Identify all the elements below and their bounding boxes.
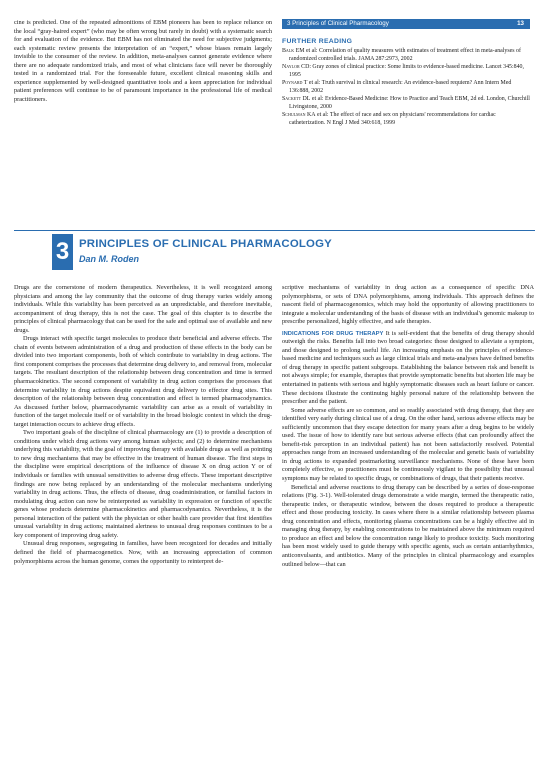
reference-item xyxy=(282,80,532,95)
body-paragraph: Unusual drug responses, segregating in families, have been recognized for decades and initially defined the field of pharmacogenetics. Now, with an increasing appreciation of common polymorphisms across the human genome, comes the opportunity to reinterpret de- xyxy=(14,540,272,565)
reference-text: : Gray zones of clinical practice: Some limits to evidence-based medicine. Lancet 345:840, 1995 xyxy=(289,64,524,78)
body-paragraph: Two important goals of the discipline of clinical pharmacology are (1) to provide a description of conditions under which drug actions vary among human subjects; and (2) to determine mechanisms underlying this variability, with the goal of improving therapy with available drugs as well as pointing to new drug mechanisms that may be effective in the treatment of human disease. The first steps in the discipline were empirical descriptions of the influence of disease X on drug action Y or of individuals or families with unusual sensitivities to adverse drug effects. These important descriptive findings are now being replaced by an understanding of the molecular mechanisms underlying variability in drug actions. Thus, the effects of disease, drug coadministration, or familial factors in modulating drug action can now be reinterpreted as variability in expression or function of specific genes whose products determine pharmacokinetics and pharmacodynamics. Nevertheless, it is the personal interaction of the patient with the physician or other health care provider that first identifies unusual variability in drug actions; maintained alertness to unusual drug responses continues to be a key component of improving drug safety. xyxy=(14,429,272,539)
reference-text: et al: The effect of race and sex on physicians' recommendations for cardiac catheterization. N Engl J Med 340:618, 1999 xyxy=(289,112,496,126)
body-paragraph: Beneficial and adverse reactions to drug therapy can be described by a series of dose-response relations (Fig. 3-1). Well-tolerated drugs demonstrate a wide margin, termed the therapeutic ratio, therapeutic index, or therapeutic window, between the doses required to produce a therapeutic effect and those producing toxicity. In cases where there is a similar relationship between plasma drug concentration and effects, monitoring plasma concentrations can be a highly effective aid in managing drug therapy, by enabling concentrations to be maintained above the minimum required to produce an effect and below the concentration range likely to produce toxicity. Such monitoring has been most widely used to guide therapy with specific agents, such as certain antiarrhythmics, anticonvulsants, and antibiotics. Many of the principles in clinical pharmacology and examples outlined below—that can xyxy=(282,483,534,568)
indications-paragraph xyxy=(282,330,534,407)
reference-author: Schulman KA xyxy=(282,112,316,118)
reference-author: Naylor CD xyxy=(282,64,310,70)
body-paragraph: Drugs are the cornerstone of modern therapeutics. Nevertheless, it is well recognized among physicians and among the lay community that the outcome of drug therapy varies widely among individuals. While this variability has been perceived as an unpredictable, and therefore inevitable, accompaniment of drug therapy, this is not the case. The goal of this chapter is to describe the principles of clinical pharmacology that can be used for the safe and optimal use of available and new drugs. xyxy=(14,284,272,334)
reference-author: Poynard T xyxy=(282,80,308,86)
chapter-number: 3 xyxy=(52,234,73,270)
chapter-divider-rule xyxy=(14,230,535,231)
body-paragraph: cine is predicted. One of the repeated admonitions of EBM pioneers has been to replace reliance on the local “gray-haired expert” (who may be often wrong but rarely in doubt) with a systematic search for and evaluation of the evidence. But EBM has not eliminated the need for subjective judgments; each systematic review presents the interpretation of an “expert,” whose biases remain largely invisible to the consumer of the review. In addition, meta-analyses cannot generate evidence where there are no adequate randomized trials, and most of what clinicians face will never be thoroughly tested in a randomized trial. For the foreseeable future, excellent clinical reasoning skills and experience supplemented by well-designed quantitative tools and a keen appreciation for individual patient preferences will continue to be of paramount importance in the professional life of medical practitioners. xyxy=(14,19,272,103)
reference-item xyxy=(282,96,532,111)
reference-item xyxy=(282,48,532,63)
indications-text: It is self-evident that the benefits of drug therapy should outweigh the risks. Benefits fall into two broad categories: those designed to alleviate a symptom, and those designed to prolong useful life. An increasing emphasis on the principles of evidence-based medicine and techniques such as large clinical trials and meta-analyses have defined benefits of drug therapy in specific patient subgroups. Establishing the balance between risk and benefit is not always simple; for example, therapies that provide symptomatic benefits but shorten life may be entertained in patients with serious and highly symptomatic diseases such as heart failure or cancer. These decisions illustrate the continuing highly personal nature of the relationship between the prescriber and the patient. xyxy=(282,329,535,406)
reference-item xyxy=(282,64,532,79)
reference-text: et al: Truth survival in clinical research: An evidence-based requiem? Ann Intern Med 136:888, 2002 xyxy=(289,80,512,94)
body-paragraph: scriptive mechanisms of variability in drug action as a consequence of specific DNA polymorphisms, or sets of DNA polymorphisms, among individuals. This approach defines the nascent field of pharmacogenomics, which may hold the opportunity of allowing practitioners to integrate a molecular understanding of the basis of disease with an individual's genomic makeup to prescribe personalized, highly effective, and safe therapies. xyxy=(282,284,534,326)
body-paragraph: Drugs interact with specific target molecules to produce their beneficial and adverse effects. The chain of events between administration of a drug and production of these effects in the body can be divided into two important components, both of which contribute to variability in drug actions. The first component comprises the processes that determine drug delivery to, and removal from, molecular targets. The resultant description of the relationship between drug concentration and time is termed pharmacokinetics. The second component of variability in drug action comprises the processes that determine variability in drug actions despite equivalent drug delivery to effector drug sites. This description of the relationship between drug concentration and effect is termed pharmacodynamics. As discussed further below, pharmacodynamic variability can arise as a result of variability in function of the target molecule itself or of variability in the broad biologic context in which the drug-target interaction occurs to achieve drug effects. xyxy=(14,335,272,428)
further-reading-heading: FURTHER READING xyxy=(282,38,353,45)
running-header xyxy=(282,19,530,29)
chapter-author: Dan M. Roden xyxy=(79,254,139,264)
left-column xyxy=(14,284,272,566)
previous-chapter-conclusion xyxy=(14,19,272,104)
further-reading-list xyxy=(282,48,532,128)
body-paragraph: Some adverse effects are so common, and so readily associated with drug therapy, that they are identified very early during clinical use of a drug. On the other hand, serious adverse effects may be sufficiently uncommon that they escape detection for many years after a drug begins to be widely used. The issue of how to identify rare but serious adverse effects (that can profoundly affect the benefit-risk perception in an individual patient) has not been satisfactorily resolved. Potential approaches range from an increased understanding of the molecular and genetic basis of variability in drug actions to expanded postmarketing surveillance mechanisms. None of these have been completely effective, so practitioners must be continuously vigilant to the possibility that unusual symptoms may be related to specific drugs, or combinations of drugs, that their patients receive. xyxy=(282,406,534,483)
page-number: 13 xyxy=(517,20,524,27)
reference-text: et al: Evidence-Based Medicine: How to Practice and Teach EBM, 2d ed. London, Churchill Livingstone, 2000 xyxy=(289,96,530,110)
reference-text: et al: Correlation of quality measures with estimates of treatment effect in meta-analyses of randomized controlled trials. JAMA 287:2973, 2002 xyxy=(289,48,521,62)
reference-item xyxy=(282,112,532,127)
reference-author: Balk EM xyxy=(282,48,305,54)
section-runin-heading: INDICATIONS FOR DRUG THERAPY xyxy=(282,330,384,337)
running-header-title: 3 Principles of Clinical Pharmacology xyxy=(287,20,389,27)
right-column xyxy=(282,284,534,569)
chapter-title: PRINCIPLES OF CLINICAL PHARMACOLOGY xyxy=(79,238,332,250)
reference-author: Sackett DL xyxy=(282,96,311,102)
